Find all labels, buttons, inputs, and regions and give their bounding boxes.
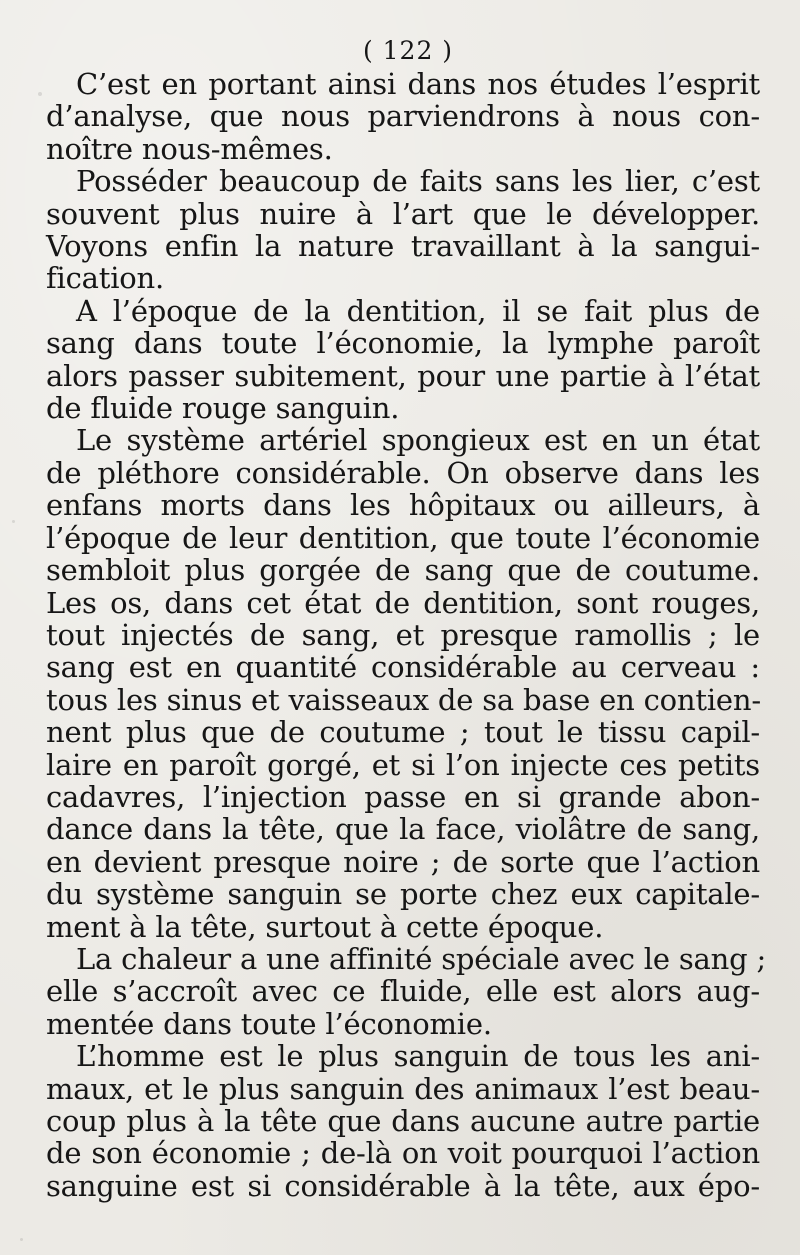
text-line: Posséder beaucoup de faits sans les lier, c’est — [76, 164, 760, 199]
body-text — [46, 67, 767, 1203]
text-line: alors passer subitement, pour une partie à l’état — [46, 358, 760, 393]
scan-speck — [38, 92, 42, 96]
scan-speck — [12, 520, 15, 523]
text-line: laire en paroît gorgé, et si l’on injecte ces petits — [46, 747, 760, 782]
text-line: coup plus à la tête que dans aucune autre partie — [46, 1104, 760, 1138]
text-line: sembloit plus gorgée de sang que de coutume. — [46, 553, 760, 588]
text-line: C’est en portant ainsi dans nos études l’esprit — [76, 67, 760, 101]
text-line: enfans morts dans les hôpitaux ou ailleurs, à — [46, 488, 760, 523]
page-number: ( 122 ) — [362, 36, 454, 65]
scan-speck — [214, 434, 221, 439]
text-line: cadavres, l’injection passe en si grande abon- — [46, 779, 760, 814]
text-line: tous les sinus et vaisseaux de sa base en contien- — [46, 682, 761, 717]
text-line: maux, et le plus sanguin des animaux l’est beau- — [46, 1071, 760, 1106]
text-line: de fluide rouge sanguin. — [46, 391, 400, 426]
scan-speck — [751, 385, 755, 389]
text-line: sang dans toute l’économie, la lymphe paroît — [46, 326, 760, 361]
text-line: ment à la tête, surtout à cette époque. — [46, 909, 604, 944]
text-line: de pléthore considérable. On observe dans les — [46, 455, 760, 490]
text-line: du système sanguin se porte chez eux capitale- — [46, 877, 760, 912]
text-line: dance dans la tête, que la face, violâtre de sang, — [46, 812, 760, 847]
text-line: La chaleur a une affinité spéciale avec le sang ; — [76, 941, 767, 976]
text-line: Le système artériel spongieux est en un état — [76, 423, 760, 458]
text-line: tout injectés de sang, et presque ramollis ; le — [46, 617, 760, 652]
text-line: l’époque de leur dentition, que toute l’économie — [46, 520, 760, 555]
text-line: Les os, dans cet état de dentition, sont rouges, — [46, 585, 760, 620]
text-line: sang est en quantité considérable au cerveau : — [46, 650, 760, 685]
text-line: sanguine est si considérable à la tête, aux épo- — [46, 1168, 760, 1203]
text-line: fication. — [46, 261, 165, 296]
text-line: Voyons enfin la nature travaillant à la sangui- — [46, 229, 760, 264]
text-line: L’homme est le plus sanguin de tous les ani- — [76, 1039, 760, 1074]
text-line: souvent plus nuire à l’art que le développer. — [46, 196, 760, 231]
text-line: de son économie ; de-là on voit pourquoi l’action — [46, 1136, 760, 1171]
text-line: d’analyse, que nous parviendrons à nous con- — [46, 99, 760, 134]
text-line: A l’époque de la dentition, il se fait plus de — [76, 293, 760, 328]
text-line: en devient presque noire ; de sorte que l’action — [46, 844, 760, 879]
text-line: nent plus que de coutume ; tout le tissu capil- — [46, 715, 760, 750]
text-line: elle s’accroît avec ce fluide, elle est alors aug- — [46, 974, 760, 1009]
scan-speck — [20, 1238, 23, 1241]
text-line: mentée dans toute l’économie. — [46, 1006, 492, 1041]
text-line: noître nous-mêmes. — [46, 131, 333, 166]
